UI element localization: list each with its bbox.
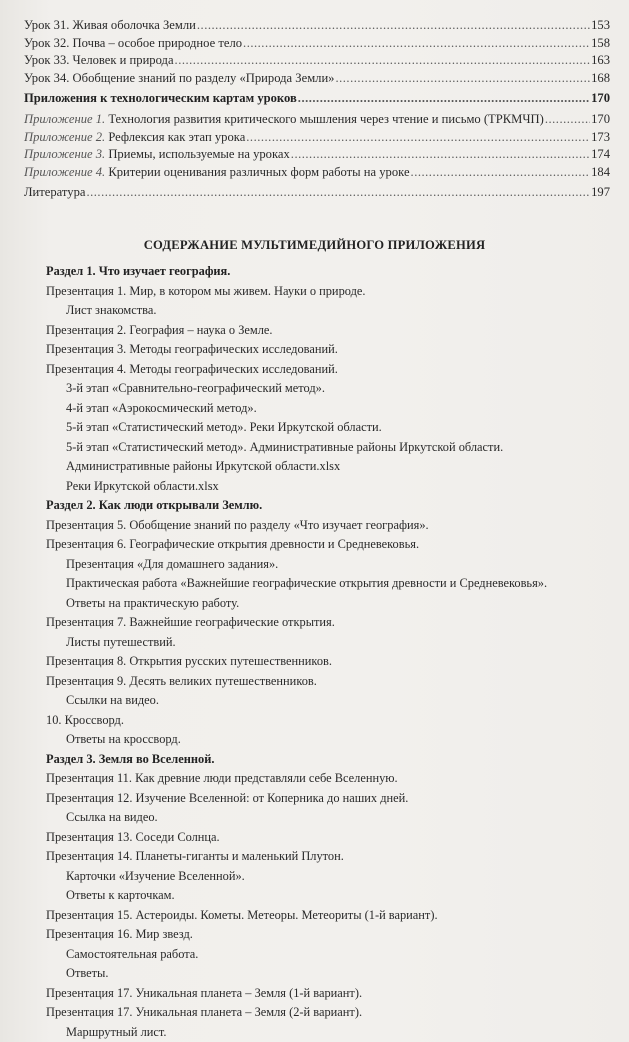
sub-list-item: Административные районы Иркутской области.xlsx xyxy=(46,457,616,477)
toc-row xyxy=(24,52,610,70)
toc-page-number: 158 xyxy=(591,35,610,53)
list-item: Презентация 14. Планеты-гиганты и маленький Плутон. xyxy=(46,847,616,867)
table-of-contents xyxy=(24,17,610,202)
list-item: Презентация 9. Десять великих путешественников. xyxy=(46,672,616,692)
toc-entry-text: Критерии оценивания различных форм работы на уроке xyxy=(105,165,409,179)
toc-page-number: 197 xyxy=(591,184,610,202)
list-item: Презентация 7. Важнейшие географические открытия. xyxy=(46,613,616,633)
toc-entry-label xyxy=(24,129,245,147)
toc-page-number: 168 xyxy=(591,70,610,88)
section-heading: Раздел 2. Как люди открывали Землю. xyxy=(46,496,616,516)
multimedia-contents-list xyxy=(46,262,616,1042)
toc-entry-prefix: Приложение 4. xyxy=(24,165,105,179)
toc-page-number: 163 xyxy=(591,52,610,70)
list-item: Презентация 2. География – наука о Земле. xyxy=(46,321,616,341)
sub-list-item: Практическая работа «Важнейшие географические открытия древности и Средневековья». xyxy=(46,574,616,594)
toc-entry-text: Урок 31. Живая оболочка Земли xyxy=(24,18,196,32)
sub-list-item: Карточки «Изучение Вселенной». xyxy=(46,867,616,887)
sub-list-item: Маршрутный лист. xyxy=(46,1023,616,1042)
list-item: Презентация 8. Открытия русских путешественников. xyxy=(46,652,616,672)
toc-entry-text: Урок 32. Почва – особое природное тело xyxy=(24,36,242,50)
toc-page-number: 170 xyxy=(591,111,610,129)
dot-leader xyxy=(175,52,591,70)
sub-list-item: Ответы на кроссворд. xyxy=(46,730,616,750)
toc-entry-label xyxy=(24,111,544,129)
toc-page-number: 184 xyxy=(591,164,610,182)
dot-leader xyxy=(335,70,590,88)
list-item: Презентация 15. Астероиды. Кометы. Метеоры. Метеориты (1-й вариант). xyxy=(46,906,616,926)
toc-entry-label xyxy=(24,146,290,164)
toc-row-appendices-heading xyxy=(24,90,610,108)
sub-list-item: Лист знакомства. xyxy=(46,301,616,321)
list-item: Презентация 17. Уникальная планета – Земля (1-й вариант). xyxy=(46,984,616,1004)
sub-list-item: Ответы к карточкам. xyxy=(46,886,616,906)
toc-entry-text: Приемы, используемые на уроках xyxy=(105,147,290,161)
toc-row xyxy=(24,70,610,88)
list-item: Презентация 17. Уникальная планета – Земля (2-й вариант). xyxy=(46,1003,616,1023)
toc-entry-text: Рефлексия как этап урока xyxy=(105,130,245,144)
section-heading: Раздел 3. Земля во Вселенной. xyxy=(46,750,616,770)
sub-list-item: Ответы. xyxy=(46,964,616,984)
toc-row xyxy=(24,35,610,53)
list-item: Презентация 5. Обобщение знаний по разделу «Что изучает география». xyxy=(46,516,616,536)
sub-list-item: Листы путешествий. xyxy=(46,633,616,653)
toc-row xyxy=(24,111,610,129)
list-item: Презентация 12. Изучение Вселенной: от Коперника до наших дней. xyxy=(46,789,616,809)
dot-leader xyxy=(246,129,590,147)
list-item: Презентация 13. Соседи Солнца. xyxy=(46,828,616,848)
toc-entry-label xyxy=(24,52,174,70)
toc-entry-prefix: Приложение 2. xyxy=(24,130,105,144)
list-item: Презентация 11. Как древние люди представляли себе Вселенную. xyxy=(46,769,616,789)
toc-page-number: 173 xyxy=(591,129,610,147)
sub-list-item: Реки Иркутской области.xlsx xyxy=(46,477,616,497)
dot-leader xyxy=(411,164,591,182)
toc-entry-prefix: Приложение 3. xyxy=(24,147,105,161)
sub-list-item: 3-й этап «Сравнительно-географический метод». xyxy=(46,379,616,399)
sub-list-item: Ответы на практическую работу. xyxy=(46,594,616,614)
list-item: Презентация 1. Мир, в котором мы живем. Науки о природе. xyxy=(46,282,616,302)
toc-row xyxy=(24,129,610,147)
sub-list-item: 4-й этап «Аэрокосмический метод». xyxy=(46,399,616,419)
toc-page-number: 174 xyxy=(591,146,610,164)
toc-entry-label xyxy=(24,35,242,53)
dot-leader xyxy=(197,17,590,35)
toc-entry-prefix: Приложение 1. xyxy=(24,112,105,126)
toc-entry-text: Технология развития критического мышления через чтение и письмо (ТРКМЧП) xyxy=(105,112,544,126)
toc-row xyxy=(24,164,610,182)
sub-list-item: 5-й этап «Статистический метод». Реки Иркутской области. xyxy=(46,418,616,438)
sub-list-item: Презентация «Для домашнего задания». xyxy=(46,555,616,575)
list-item: 10. Кроссворд. xyxy=(46,711,616,731)
multimedia-contents-heading: СОДЕРЖАНИЕ МУЛЬТИМЕДИЙНОГО ПРИЛОЖЕНИЯ xyxy=(0,238,629,253)
section-heading: Раздел 1. Что изучает география. xyxy=(46,262,616,282)
toc-row xyxy=(24,17,610,35)
toc-entry-label xyxy=(24,17,196,35)
list-item: Презентация 6. Географические открытия древности и Средневековья. xyxy=(46,535,616,555)
toc-page-number: 170 xyxy=(591,90,610,108)
list-item: Презентация 3. Методы географических исследований. xyxy=(46,340,616,360)
sub-list-item: 5-й этап «Статистический метод». Административные районы Иркутской области. xyxy=(46,438,616,458)
toc-row xyxy=(24,146,610,164)
sub-list-item: Самостоятельная работа. xyxy=(46,945,616,965)
sub-list-item: Ссылка на видео. xyxy=(46,808,616,828)
toc-entry-label xyxy=(24,70,334,88)
toc-entry-text: Урок 33. Человек и природа xyxy=(24,53,174,67)
dot-leader xyxy=(291,146,590,164)
dot-leader xyxy=(243,35,590,53)
list-item: Презентация 4. Методы географических исследований. xyxy=(46,360,616,380)
toc-entry-text: Урок 34. Обобщение знаний по разделу «Природа Земли» xyxy=(24,71,334,85)
toc-entry-text: Приложения к технологическим картам уроков xyxy=(24,91,297,105)
toc-entry-label xyxy=(24,184,85,202)
toc-entry-text: Литература xyxy=(24,185,85,199)
toc-row xyxy=(24,184,610,202)
list-item: Презентация 16. Мир звезд. xyxy=(46,925,616,945)
sub-list-item: Ссылки на видео. xyxy=(46,691,616,711)
dot-leader xyxy=(298,90,590,108)
toc-entry-label xyxy=(24,164,410,182)
toc-entry-label xyxy=(24,90,297,108)
toc-page-number: 153 xyxy=(591,17,610,35)
dot-leader xyxy=(545,111,590,129)
dot-leader xyxy=(86,184,590,202)
